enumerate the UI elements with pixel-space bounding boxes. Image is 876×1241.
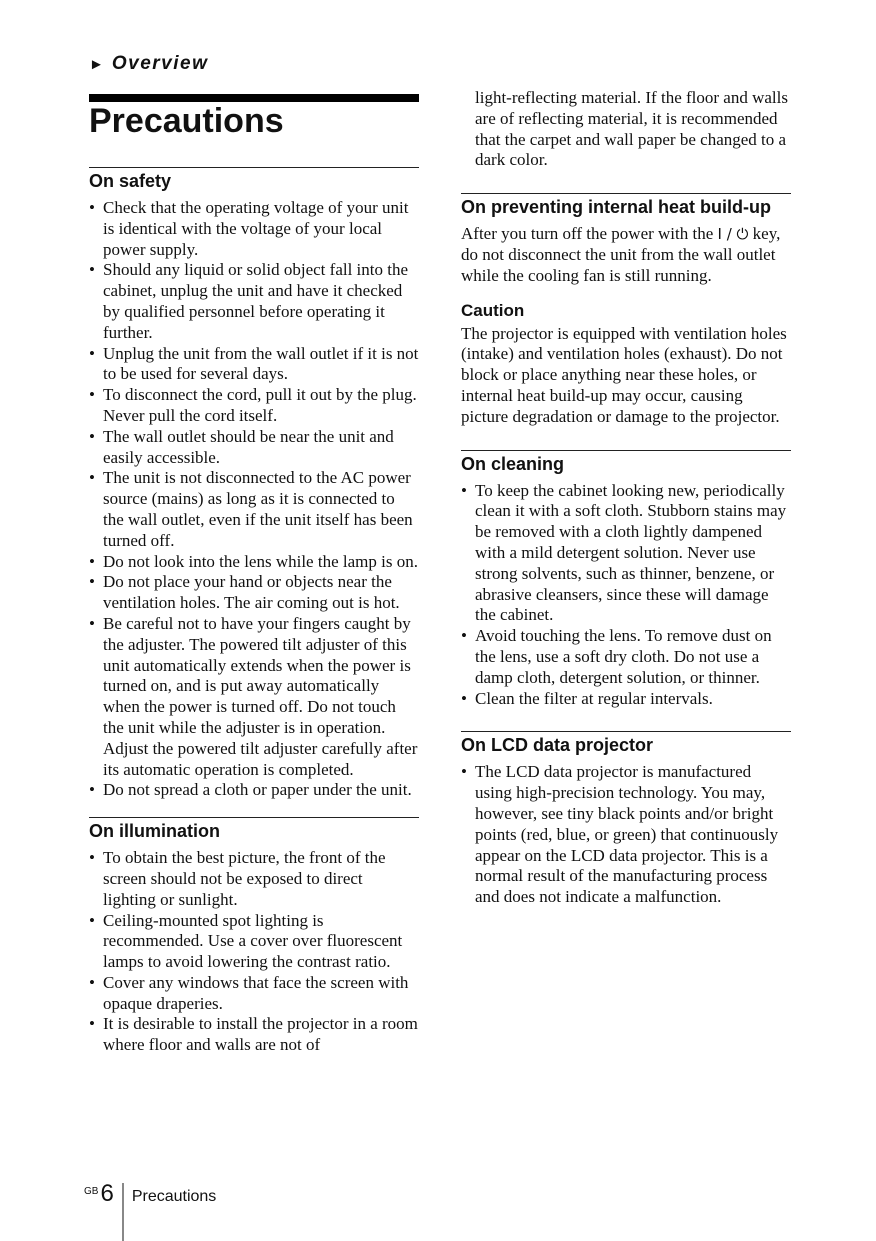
list-item: • Check that the operating voltage of your unit is identical with the voltage of your local power supply.: [89, 198, 419, 260]
list-item: • Be careful not to have your fingers caught by the adjuster. The powered tilt adjuster of this unit automatically extends when the power is turned on, and is put away automatically when the power is turned off. Do not touch the unit while the adjuster is in operation. Adjust the powered tilt adjuster carefully after its automatic operation is completed.: [89, 614, 419, 780]
list-item: • Clean the filter at regular intervals.: [461, 689, 791, 710]
list-item: • To keep the cabinet looking new, periodically clean it with a soft cloth. Stubborn stains may be removed with a cloth lightly dampened with a mild detergent solution. Never use strong solvents, such as thinner, benzene, or abrasive cleansers, since these will damage the cabinet.: [461, 481, 791, 627]
caution-heading: Caution: [461, 300, 525, 320]
section-heading: On preventing internal heat build-up: [461, 197, 772, 218]
play-triangle-icon: ►: [89, 56, 104, 73]
heat-body: [461, 224, 791, 286]
list-item: • Do not spread a cloth or paper under the unit.: [89, 780, 419, 801]
list-item: • Cover any windows that face the screen with opaque draperies.: [89, 973, 419, 1015]
section-illumination: [89, 817, 419, 1056]
section-lcd: [461, 731, 791, 908]
section-heading: On illumination: [89, 821, 220, 842]
left-column: [89, 167, 419, 1072]
region-code: GB: [84, 1186, 99, 1197]
caution-block: [461, 301, 791, 428]
list-item: • The LCD data projector is manufactured using high-precision technology. You may, however, see tiny black points and/or bright points (red, blue, or green) that continuously appear on the LCD data projector. This is a normal result of the manufacturing process and does not indicate a malfunction.: [461, 762, 791, 908]
list-item: • It is desirable to install the projector in a room where floor and walls are not of: [89, 1014, 419, 1056]
section-heat: [461, 193, 791, 427]
section-heading: On LCD data projector: [461, 735, 654, 756]
list-item: • Should any liquid or solid object fall into the cabinet, unplug the unit and have it checked by qualified personnel before operating it further.: [89, 260, 419, 343]
footer-section-name: Precautions: [131, 1188, 217, 1205]
section-safety: [89, 167, 419, 801]
page-title: Precautions: [89, 102, 284, 140]
right-column: [461, 88, 791, 924]
caution-text: The projector is equipped with ventilation holes (intake) and ventilation holes (exhaust). Do not block or place anything near these holes, or internal heat build-up may occur, causing picture degradation or damage to the projector.: [461, 323, 787, 426]
list-item: • Avoid touching the lens. To remove dust on the lens, use a soft dry cloth. Do not use a damp cloth, detergent solution, or thinner.: [461, 626, 791, 688]
heat-body-text: key, do not disconnect the unit from the wall outlet while the cooling fan is still running.: [461, 224, 781, 285]
section-cleaning: [461, 450, 791, 710]
list-item: • Do not look into the lens while the lamp is on.: [89, 552, 419, 573]
list-item: • Do not place your hand or objects near the ventilation holes. The air coming out is hot.: [89, 572, 419, 614]
section-heading: On safety: [89, 171, 172, 191]
list-item: • Ceiling-mounted spot lighting is recommended. Use a cover over fluorescent lamps to avoid lowering the contrast ratio.: [89, 911, 419, 973]
illumination-list: [89, 848, 419, 1056]
breadcrumb: [89, 53, 208, 75]
breadcrumb-label: Overview: [111, 53, 209, 74]
list-item: • The wall outlet should be near the unit and easily accessible.: [89, 427, 419, 469]
list-item: • To disconnect the cord, pull it out by the plug. Never pull the cord itself.: [89, 385, 419, 427]
power-icon: I / ⏻: [717, 225, 749, 244]
page-number: 6: [100, 1180, 114, 1207]
list-item: • Unplug the unit from the wall outlet if it is not to be used for several days.: [89, 344, 419, 386]
list-item: • The unit is not disconnected to the AC power source (mains) as long as it is connected to the wall outlet, even if the unit itself has been turned off.: [89, 468, 419, 551]
lcd-list: [461, 762, 791, 908]
cleaning-list: [461, 481, 791, 710]
page-footer: [84, 1180, 216, 1241]
title-rule: [89, 94, 419, 102]
heat-body-text: After you turn off the power with the: [461, 224, 718, 244]
safety-list: [89, 198, 419, 801]
footer-divider: [122, 1183, 124, 1241]
continuation-text: light-reflecting material. If the floor and walls are of reflecting material, it is recommended that the carpet and wall paper be changed to a dark color.: [475, 88, 788, 170]
section-heading: On cleaning: [461, 453, 565, 474]
list-item: • To obtain the best picture, the front of the screen should not be exposed to direct lighting or sunlight.: [89, 848, 419, 910]
